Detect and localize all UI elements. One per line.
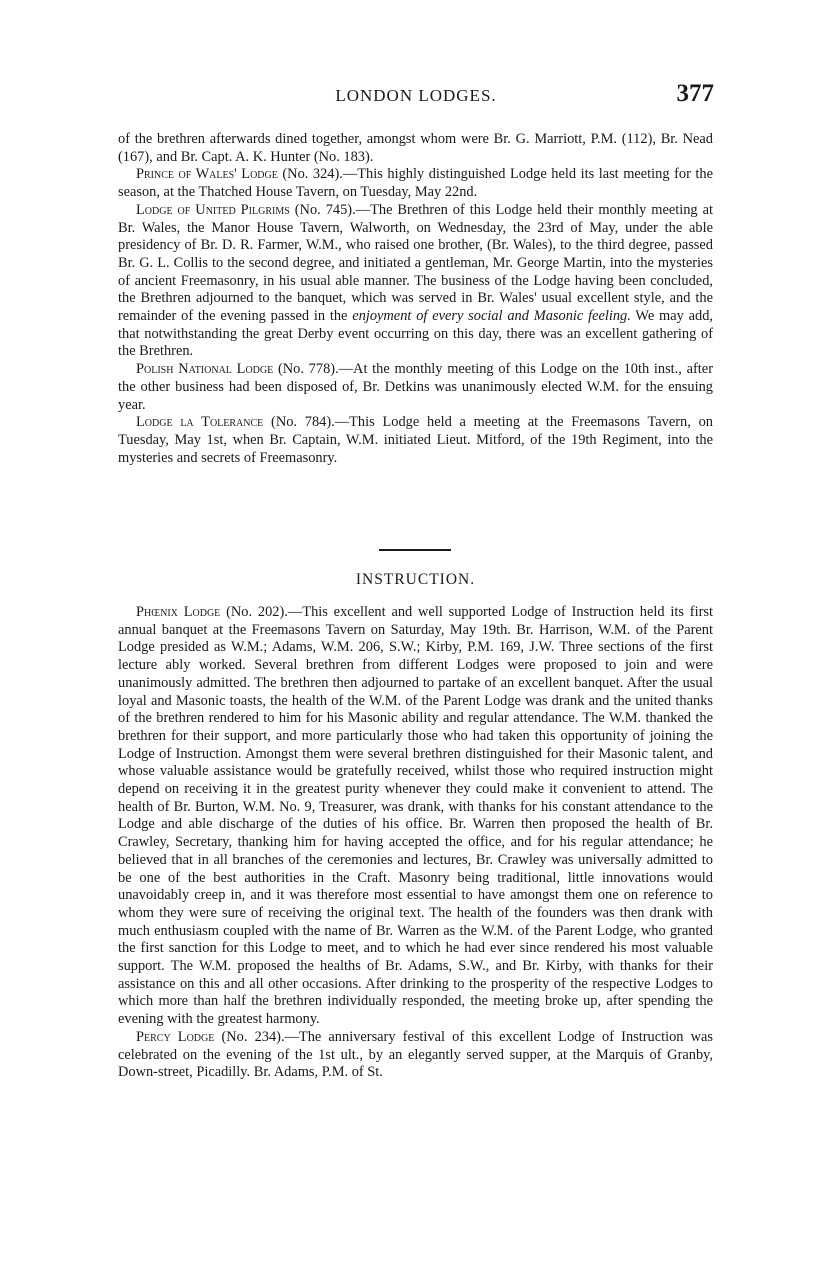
paragraph-text: (No. 778).—At the monthly meeting of this Lodge on the 10th inst., after the other business had been disposed of, Br. Detkins was unanimously elected W.M. for the ensuing year. xyxy=(118,361,713,413)
paragraph-text: We may add, that notwithstanding the great Derby event occurring on this day, there was an excellent gathering of the Brethren. xyxy=(118,308,713,360)
section-heading: INSTRUCTION. xyxy=(355,571,476,588)
lodge-name: Percy Lodge xyxy=(136,1028,215,1045)
section-divider xyxy=(379,549,451,551)
lodge-name: Polish National Lodge xyxy=(136,361,274,378)
paragraph-phoenix-lodge xyxy=(118,604,713,1029)
paragraph-percy-lodge xyxy=(118,1029,713,1082)
paragraph-polish-national-lodge xyxy=(118,361,713,414)
lodge-name: Prince of Wales' Lodge xyxy=(136,166,278,183)
paragraph-text: (No. 324).—This highly distinguished Lodge held its last meeting for the season, at the Thatched House Tavern, on Tuesday, May 22nd. xyxy=(118,166,713,201)
lodge-name: Phœnix Lodge xyxy=(136,604,221,620)
running-title: LONDON LODGES. xyxy=(335,86,497,105)
lodge-name: Lodge la Tolerance xyxy=(136,414,264,431)
lodge-reports xyxy=(118,131,713,467)
paragraph-text: (No. 745).—The Brethren of this Lodge held their monthly meeting at Br. Wales, the Manor House Tavern, Walworth, on Wednesday, the 23rd of May, under the able presidency of Br. D. R. Farmer, W.M., who raised one brother, (Br. Wales), to the third degree, passed Br. G. L. Collis to the second degree, and initiated a gentleman, Mr. George Martin, into the mysteries of ancient Freemasonry, in his usual able manner. The business of the Lodge having been concluded, the Brethren adjourned to the banquet, which was served in Br. Wales' usual excellent style, and the remainder of the evening passed in the xyxy=(118,201,713,325)
paragraph-continuation: of the brethren afterwards dined together, amongst whom were Br. G. Marriott, P.M. (112), Br. Nead (167), and Br. Capt. A. K. Hunter (No. 183). xyxy=(118,131,713,165)
page-number: 377 xyxy=(676,80,714,107)
paragraph-text: (No. 784).—This Lodge held a meeting at the Freemasons Tavern, on Tuesday, May 1st, when Br. Captain, W.M. initiated Lieut. Mitford, of the 19th Regiment, into the mysteries and secrets of Freemasonry. xyxy=(118,414,714,466)
lodge-name: Lodge of United Pilgrims xyxy=(136,201,290,218)
paragraph-lodge-la-tolerance xyxy=(118,414,713,467)
instruction-reports xyxy=(118,604,713,1082)
paragraph-text: (No. 234).—The anniversary festival of this excellent Lodge of Instruction was celebrated on the evening of the 1st ult., by an elegantly served supper, at the Marquis of Granby, Down-street, Picadilly. Br. Adams, P.M. of St. xyxy=(118,1028,713,1081)
paragraph-prince-of-wales-lodge xyxy=(118,166,713,201)
running-head xyxy=(118,80,714,108)
paragraph-text: (No. 202).—This excellent and well supported Lodge of Instruction held its first annual banquet at the Freemasons Tavern on Saturday, May 19th. Br. Harrison, W.M. of the Parent Lodge presided as W.M.; Adams, W.M. 206, S.W.; Kirby, P.M. 169, J.W. Three sections of the first lecture ably worked. Several brethren from different Lodges were proposed to join and were unanimously admitted. The brethren then adjourned to partake of an excellent banquet. After the usual loyal and Masonic toasts, the health of the W.M. of the Parent Lodge was drank and the united thanks of the brethren rendered to him for his Masonic ability and regular attendance. The W.M. thanked the brethren for their support, and more particularly those who had taken this opportunity of joining the Lodge of Instruction. Amongst them were several brethren distinguished for their Masonic talent, and whose valuable assistance would be gratefully received, whilst those who required instruction might depend on receiving it in the greatest purity whenever they could make it convenient to attend. The health of Br. Burton, W.M. No. 9, Treasurer, was drank, with thanks for his constant attendance to the Lodge and able discharge of the duties of his office. Br. Warren then proposed the health of Br. Crawley, Secretary, thanking him for having accepted the office, and for his regular attendance; he believed that in all branches of the ceremonies and lectures, Br. Crawley was universally admitted to be one of the best authorities in the Craft. Masonry being traditional, little innovations would unavoidably creep in, and it was therefore most essential to have amongst them one on reference to whom they were sure of receiving the original text. The health of the founders was then drank with much enthusiasm coupled with the name of Br. Warren as the W.M. of the Parent Lodge, who granted the first sanction for this Lodge to meet, and to which he had ever since rendered his most valuable support. The W.M. proposed the healths of Br. Adams, S.W., and Br. Kirby, with thanks for their assistance on this and all other occasions. After drinking to the prosperity of the respective Lodges to which more than half the brethren individually responded, the meeting broke up, after spending the evening with the greatest harmony. xyxy=(118,604,713,1028)
paragraph-united-pilgrims-lodge xyxy=(118,202,713,361)
paragraph-italic-text: enjoyment of every social and Masonic feeling. xyxy=(352,308,631,325)
